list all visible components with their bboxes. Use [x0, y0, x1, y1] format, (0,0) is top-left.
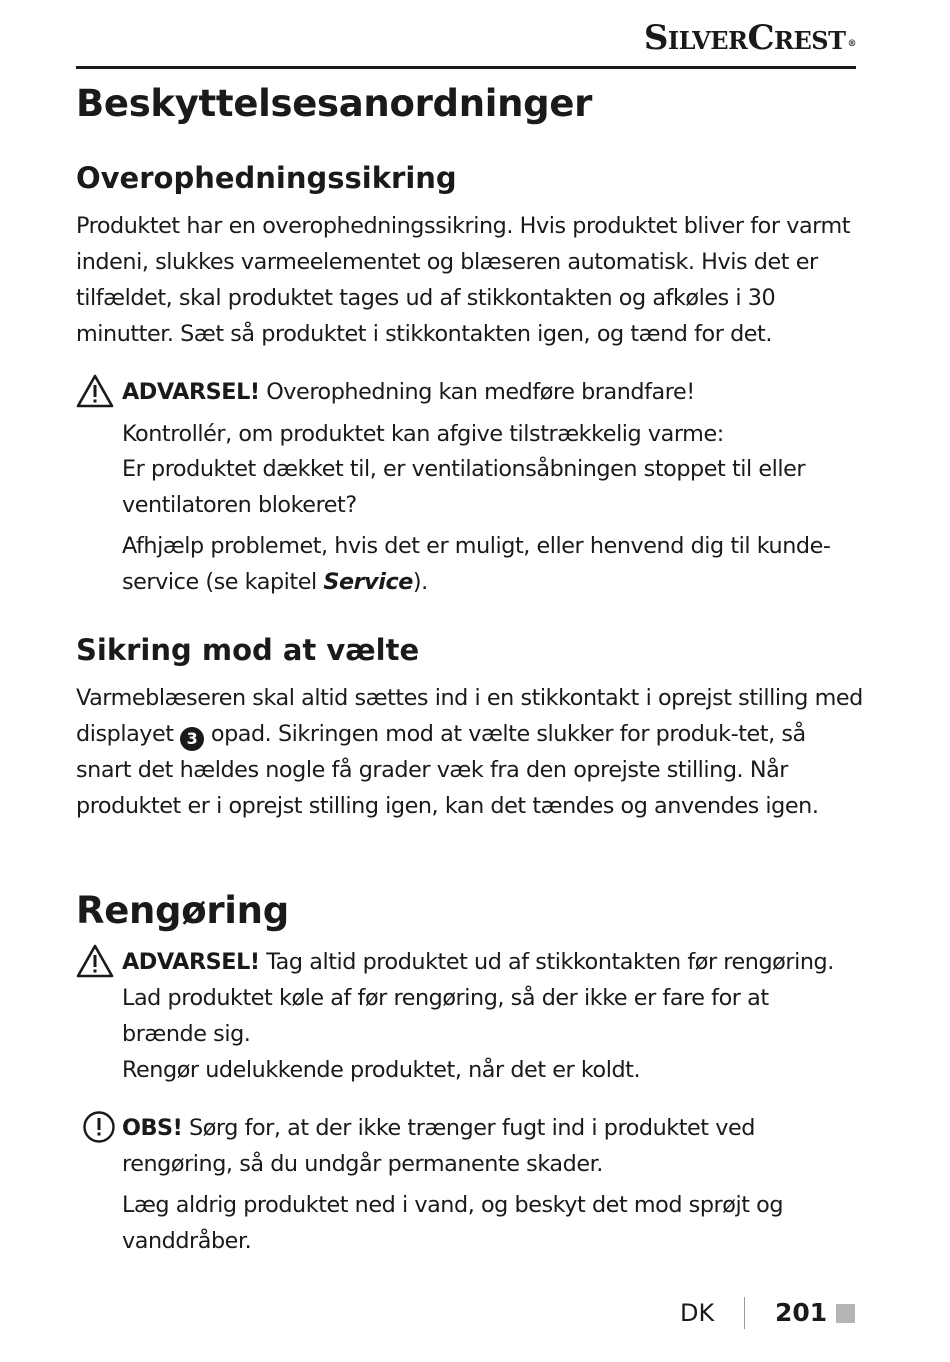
tipover-body [76, 680, 866, 824]
notice-text: Sørg for, at der ikke trænger fugt ind i produktet ved rengøring, så du undgår permanente skader. [122, 1115, 755, 1177]
registered-mark: ® [847, 39, 856, 49]
cleaning-warning-line-2: Rengør udelukkende produktet, når det er koldt. [122, 1057, 641, 1083]
brand-logo [644, 18, 856, 58]
warning-triangle-icon [76, 374, 114, 408]
header-rule [76, 66, 856, 69]
notice-exclamation-icon [82, 1110, 116, 1144]
cleaning-notice-line-1: Læg aldrig produktet ned i vand, og beskyt det mod sprøjt og vanddråber. [122, 1192, 784, 1254]
tipover-body-text: Varmeblæseren skal altid sættes ind i en stikkontakt i oprejst stilling med displayet [76, 685, 863, 747]
warning-triangle-icon [76, 944, 114, 978]
heading-overheat: Overophedningssikring [76, 161, 457, 195]
warning-label: ADVARSEL! [122, 949, 260, 975]
display-ref-badge: 3 [180, 727, 204, 751]
brand-name: SilverCrest [643, 18, 846, 58]
heading-tipover: Sikring mod at vælte [76, 633, 420, 667]
cleaning-warning [122, 944, 892, 980]
section-title-cleaning: Rengøring [76, 889, 289, 932]
warning-text: Tag altid produktet ud af stikkontakten før rengøring. [259, 949, 834, 975]
footer-divider [744, 1297, 745, 1329]
footer-square-mark [836, 1304, 855, 1323]
cleaning-notice [122, 1110, 822, 1182]
warning-line-2: Er produktet dækket til, er ventilationsåbningen stoppet til eller ventilatoren blokeret? [122, 456, 806, 518]
warning-line-3 [122, 528, 882, 600]
notice-label: OBS! [122, 1115, 183, 1141]
overheat-body: Produktet har en overophedningssikring. Hvis produktet bliver for varmt indeni, slukkes varmeelementet og blæseren automatisk. Hvis det er tilfældet, skal produktet tages ud af stikkontakten og afkøles i 30 minutter. Sæt så produktet i stikkontakten igen, og tænd for det. [76, 213, 851, 347]
page-number: 201 [775, 1298, 828, 1327]
overheat-warning [122, 374, 912, 410]
warning-text: Overophedning kan medføre brandfare! [259, 379, 695, 405]
warning-label: ADVARSEL! [122, 379, 260, 405]
warning-line-3-end: ). [412, 569, 428, 595]
tipover-body-text-end: opad. Sikringen mod at vælte slukker for produk-tet, så snart det hældes nogle få grader væk fra den oprejste stilling. Når produktet er i oprejst stilling igen, kan det tændes og anvendes igen. [76, 721, 819, 819]
footer-language: DK [680, 1299, 715, 1327]
section-title-protection: Beskyttelsesanordninger [76, 82, 593, 125]
cleaning-warning-line-1: Lad produktet køle af før rengøring, så der ikke er fare for at brænde sig. [122, 985, 769, 1047]
warning-line-1: Kontrollér, om produktet kan afgive tilstrækkelig varme: [122, 421, 724, 447]
service-chapter-ref: Service [323, 569, 413, 595]
warning-line-3-text: Afhjælp problemet, hvis det er muligt, eller henvend dig til kunde-service (se kapitel [122, 533, 831, 595]
